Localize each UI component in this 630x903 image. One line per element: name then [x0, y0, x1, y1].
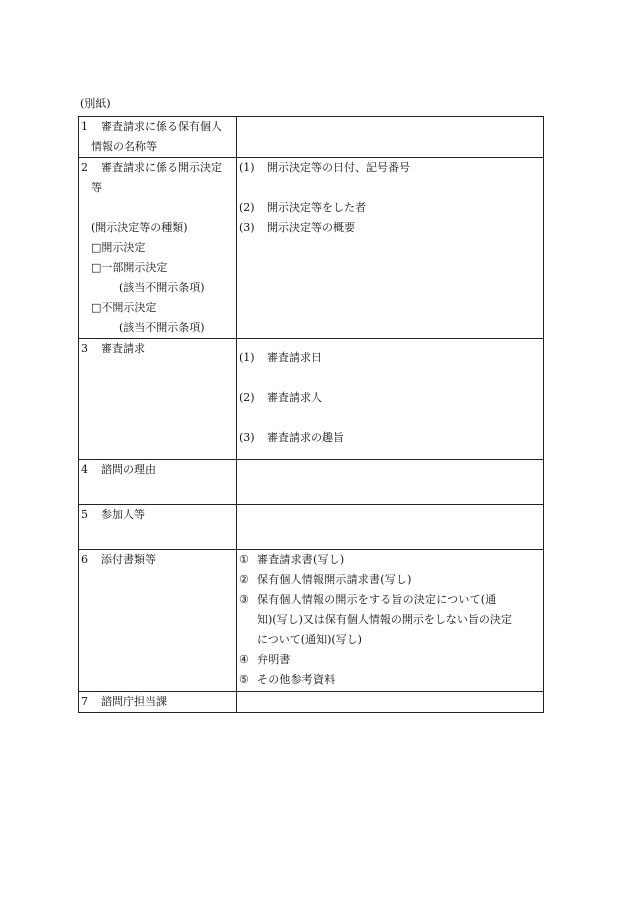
row3-item-1-number: (1) [239, 351, 255, 364]
row3-item-1 [239, 348, 541, 368]
row4-number: 4 [81, 463, 88, 476]
row1-label-cell [79, 117, 237, 158]
row2-item-2-text: 開示決定等をした者 [267, 201, 366, 214]
table-row-1 [79, 117, 544, 158]
row1-number: 1 [81, 120, 88, 133]
row6-label: 添付書類等 [101, 553, 156, 566]
decision-kind-heading: (開示決定等の種類) [91, 221, 188, 234]
doc-item-2-text: 保有個人情報開示請求書(写し) [257, 573, 412, 586]
doc-item-2 [239, 570, 541, 590]
doc-item-5-number: ⑤ [239, 673, 249, 686]
row2-item-1-text: 開示決定等の日付、記号番号 [267, 161, 410, 174]
doc-item-1-number: ① [239, 553, 249, 566]
checkbox-disclose: □開示決定 [91, 241, 146, 254]
row3-content-cell [237, 339, 544, 460]
doc-item-3 [239, 590, 541, 610]
row2-item-1-number: (1) [239, 161, 255, 174]
table-row-2 [79, 158, 544, 339]
row5-content-cell [237, 505, 544, 550]
row2-number: 2 [81, 161, 88, 174]
row7-label-cell [79, 692, 237, 713]
row3-item-2-number: (2) [239, 391, 255, 404]
row7-number: 7 [81, 695, 88, 708]
row2-item-2 [239, 198, 541, 218]
row2-item-3-number: (3) [239, 221, 255, 234]
row5-label-cell [79, 505, 237, 550]
doc-item-1-text: 審査請求書(写し) [257, 553, 345, 566]
doc-item-3-cont1: 知)(写し)又は保有個人情報の開示をしない旨の決定 [257, 613, 512, 626]
row2-item-2-number: (2) [239, 201, 255, 214]
row4-label-cell [79, 460, 237, 505]
row2-label-line2: 等 [91, 181, 102, 194]
attachment-label: (別紙) [80, 97, 111, 110]
row6-label-cell [79, 550, 237, 692]
row1-label-line2: 情報の名称等 [91, 140, 157, 153]
row3-item-3-text: 審査請求の趣旨 [267, 431, 344, 444]
row3-label-cell [79, 339, 237, 460]
row3-item-2 [239, 388, 541, 408]
doc-item-1 [239, 550, 541, 570]
row2-label-cell [79, 158, 237, 339]
table-row-7 [79, 692, 544, 713]
doc-item-4-number: ④ [239, 653, 249, 666]
table-row-5 [79, 505, 544, 550]
doc-item-3-cont2: について(通知)(写し) [257, 633, 362, 646]
row3-item-2-text: 審査請求人 [267, 391, 322, 404]
row4-label: 諮問の理由 [101, 463, 156, 476]
doc-item-4-text: 弁明書 [257, 653, 291, 666]
table-row-3 [79, 339, 544, 460]
doc-item-2-number: ② [239, 573, 249, 586]
row3-number: 3 [81, 342, 88, 355]
row5-number: 5 [81, 508, 88, 521]
row7-content-cell [237, 692, 544, 713]
consultation-form-table [78, 116, 544, 713]
doc-item-5 [239, 670, 541, 690]
checkbox-non-disclose: □不開示決定 [91, 301, 157, 314]
row2-label-line1: 審査請求に係る開示決定 [101, 161, 222, 174]
row5-label: 参加人等 [101, 508, 145, 521]
partial-exemption-note: (該当不開示条項) [119, 281, 205, 294]
row6-content-cell [237, 550, 544, 692]
row3-item-1-text: 審査請求日 [267, 351, 322, 364]
row2-item-1 [239, 158, 541, 178]
row2-content-cell [237, 158, 544, 339]
row2-item-3-text: 開示決定等の概要 [267, 221, 355, 234]
doc-item-5-text: その他参考資料 [257, 673, 336, 686]
row3-item-3 [239, 428, 541, 448]
doc-item-4 [239, 650, 541, 670]
row4-content-cell [237, 460, 544, 505]
row3-item-3-number: (3) [239, 431, 255, 444]
table-row-4 [79, 460, 544, 505]
row7-label: 諮問庁担当課 [101, 695, 167, 708]
row1-content-cell [237, 117, 544, 158]
checkbox-partial-disclose: □一部開示決定 [91, 261, 168, 274]
row2-item-3 [239, 218, 541, 238]
table-row-6 [79, 550, 544, 692]
doc-item-3-text: 保有個人情報の開示をする旨の決定について(通 [257, 593, 497, 606]
row3-label: 審査請求 [101, 342, 145, 355]
non-disclose-exemption-note: (該当不開示条項) [119, 321, 205, 334]
row6-number: 6 [81, 553, 88, 566]
doc-item-3-number: ③ [239, 593, 249, 606]
row1-label-line1: 審査請求に係る保有個人 [101, 120, 222, 133]
